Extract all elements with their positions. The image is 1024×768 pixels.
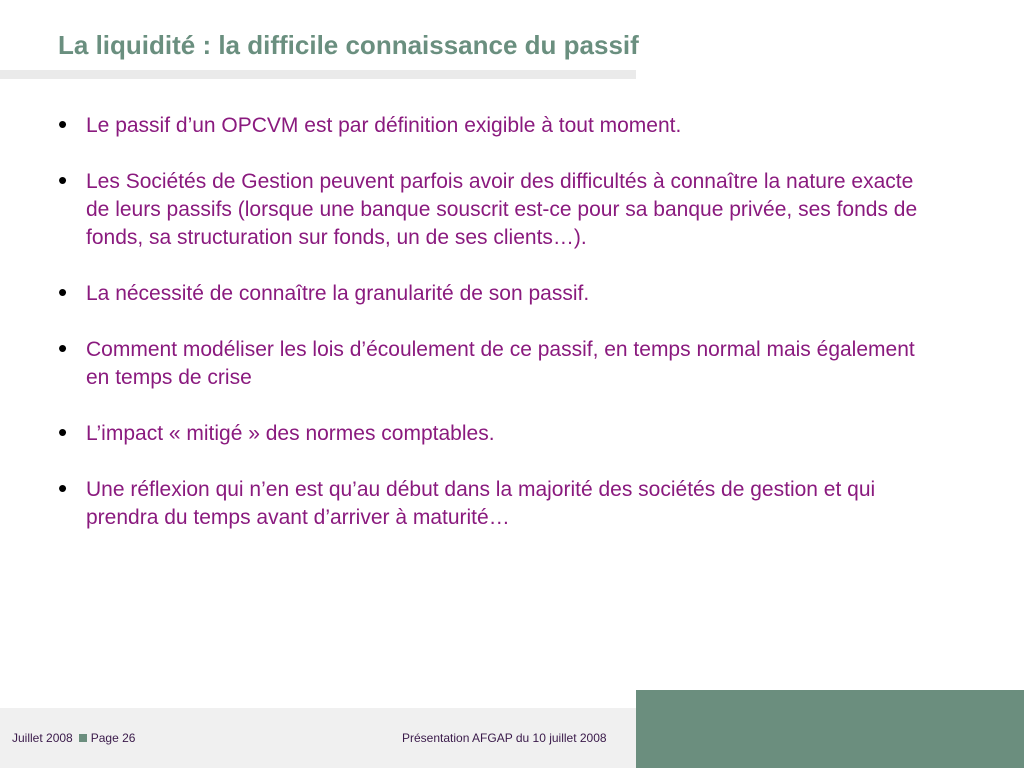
bullet-item <box>58 109 938 140</box>
bullet-item <box>58 417 938 448</box>
bullet-text: Les Sociétés de Gestion peuvent parfois avoir des difficultés à connaître la nature exacte de leurs passifs (lorsque une banque souscrit est-ce pour sa banque privée, ses fonds de fonds, sa structuration sur fonds, un de ses clients…). <box>86 170 918 249</box>
bullet-item <box>58 277 938 308</box>
footer-date: Juillet 2008 <box>12 731 73 745</box>
bullet-icon: • <box>58 417 68 447</box>
bullet-item <box>58 165 938 252</box>
bullet-icon: • <box>58 165 68 195</box>
bullet-icon: • <box>58 109 68 139</box>
footer-presentation-title: Présentation AFGAP du 10 juillet 2008 <box>402 731 607 745</box>
title-underline-bar <box>0 70 636 79</box>
bullet-icon: • <box>58 333 68 363</box>
bullet-icon: • <box>58 473 68 503</box>
slide-title: La liquidité : la difficile connaissance du passif <box>58 30 639 60</box>
bullet-list <box>58 109 938 560</box>
footer-date-page <box>12 731 135 745</box>
bullet-text: Le passif d’un OPCVM est par définition exigible à tout moment. <box>86 114 682 137</box>
bullet-text: Une réflexion qui n’en est qu’au début dans la majorité des sociétés de gestion et qui prendra du temps avant d’arriver à maturité… <box>86 478 876 529</box>
bullet-text: La nécessité de connaître la granularité de son passif. <box>86 282 590 305</box>
footer-page-number: Page 26 <box>90 731 136 745</box>
bullet-item <box>58 333 938 392</box>
bullet-text: L’impact « mitigé » des normes comptables. <box>86 422 495 445</box>
footer-accent-block <box>636 690 1024 768</box>
bullet-icon: • <box>58 277 68 307</box>
bullet-text: Comment modéliser les lois d’écoulement de ce passif, en temps normal mais également en temps de crise <box>86 338 915 389</box>
bullet-item <box>58 473 938 532</box>
square-icon <box>79 734 87 742</box>
